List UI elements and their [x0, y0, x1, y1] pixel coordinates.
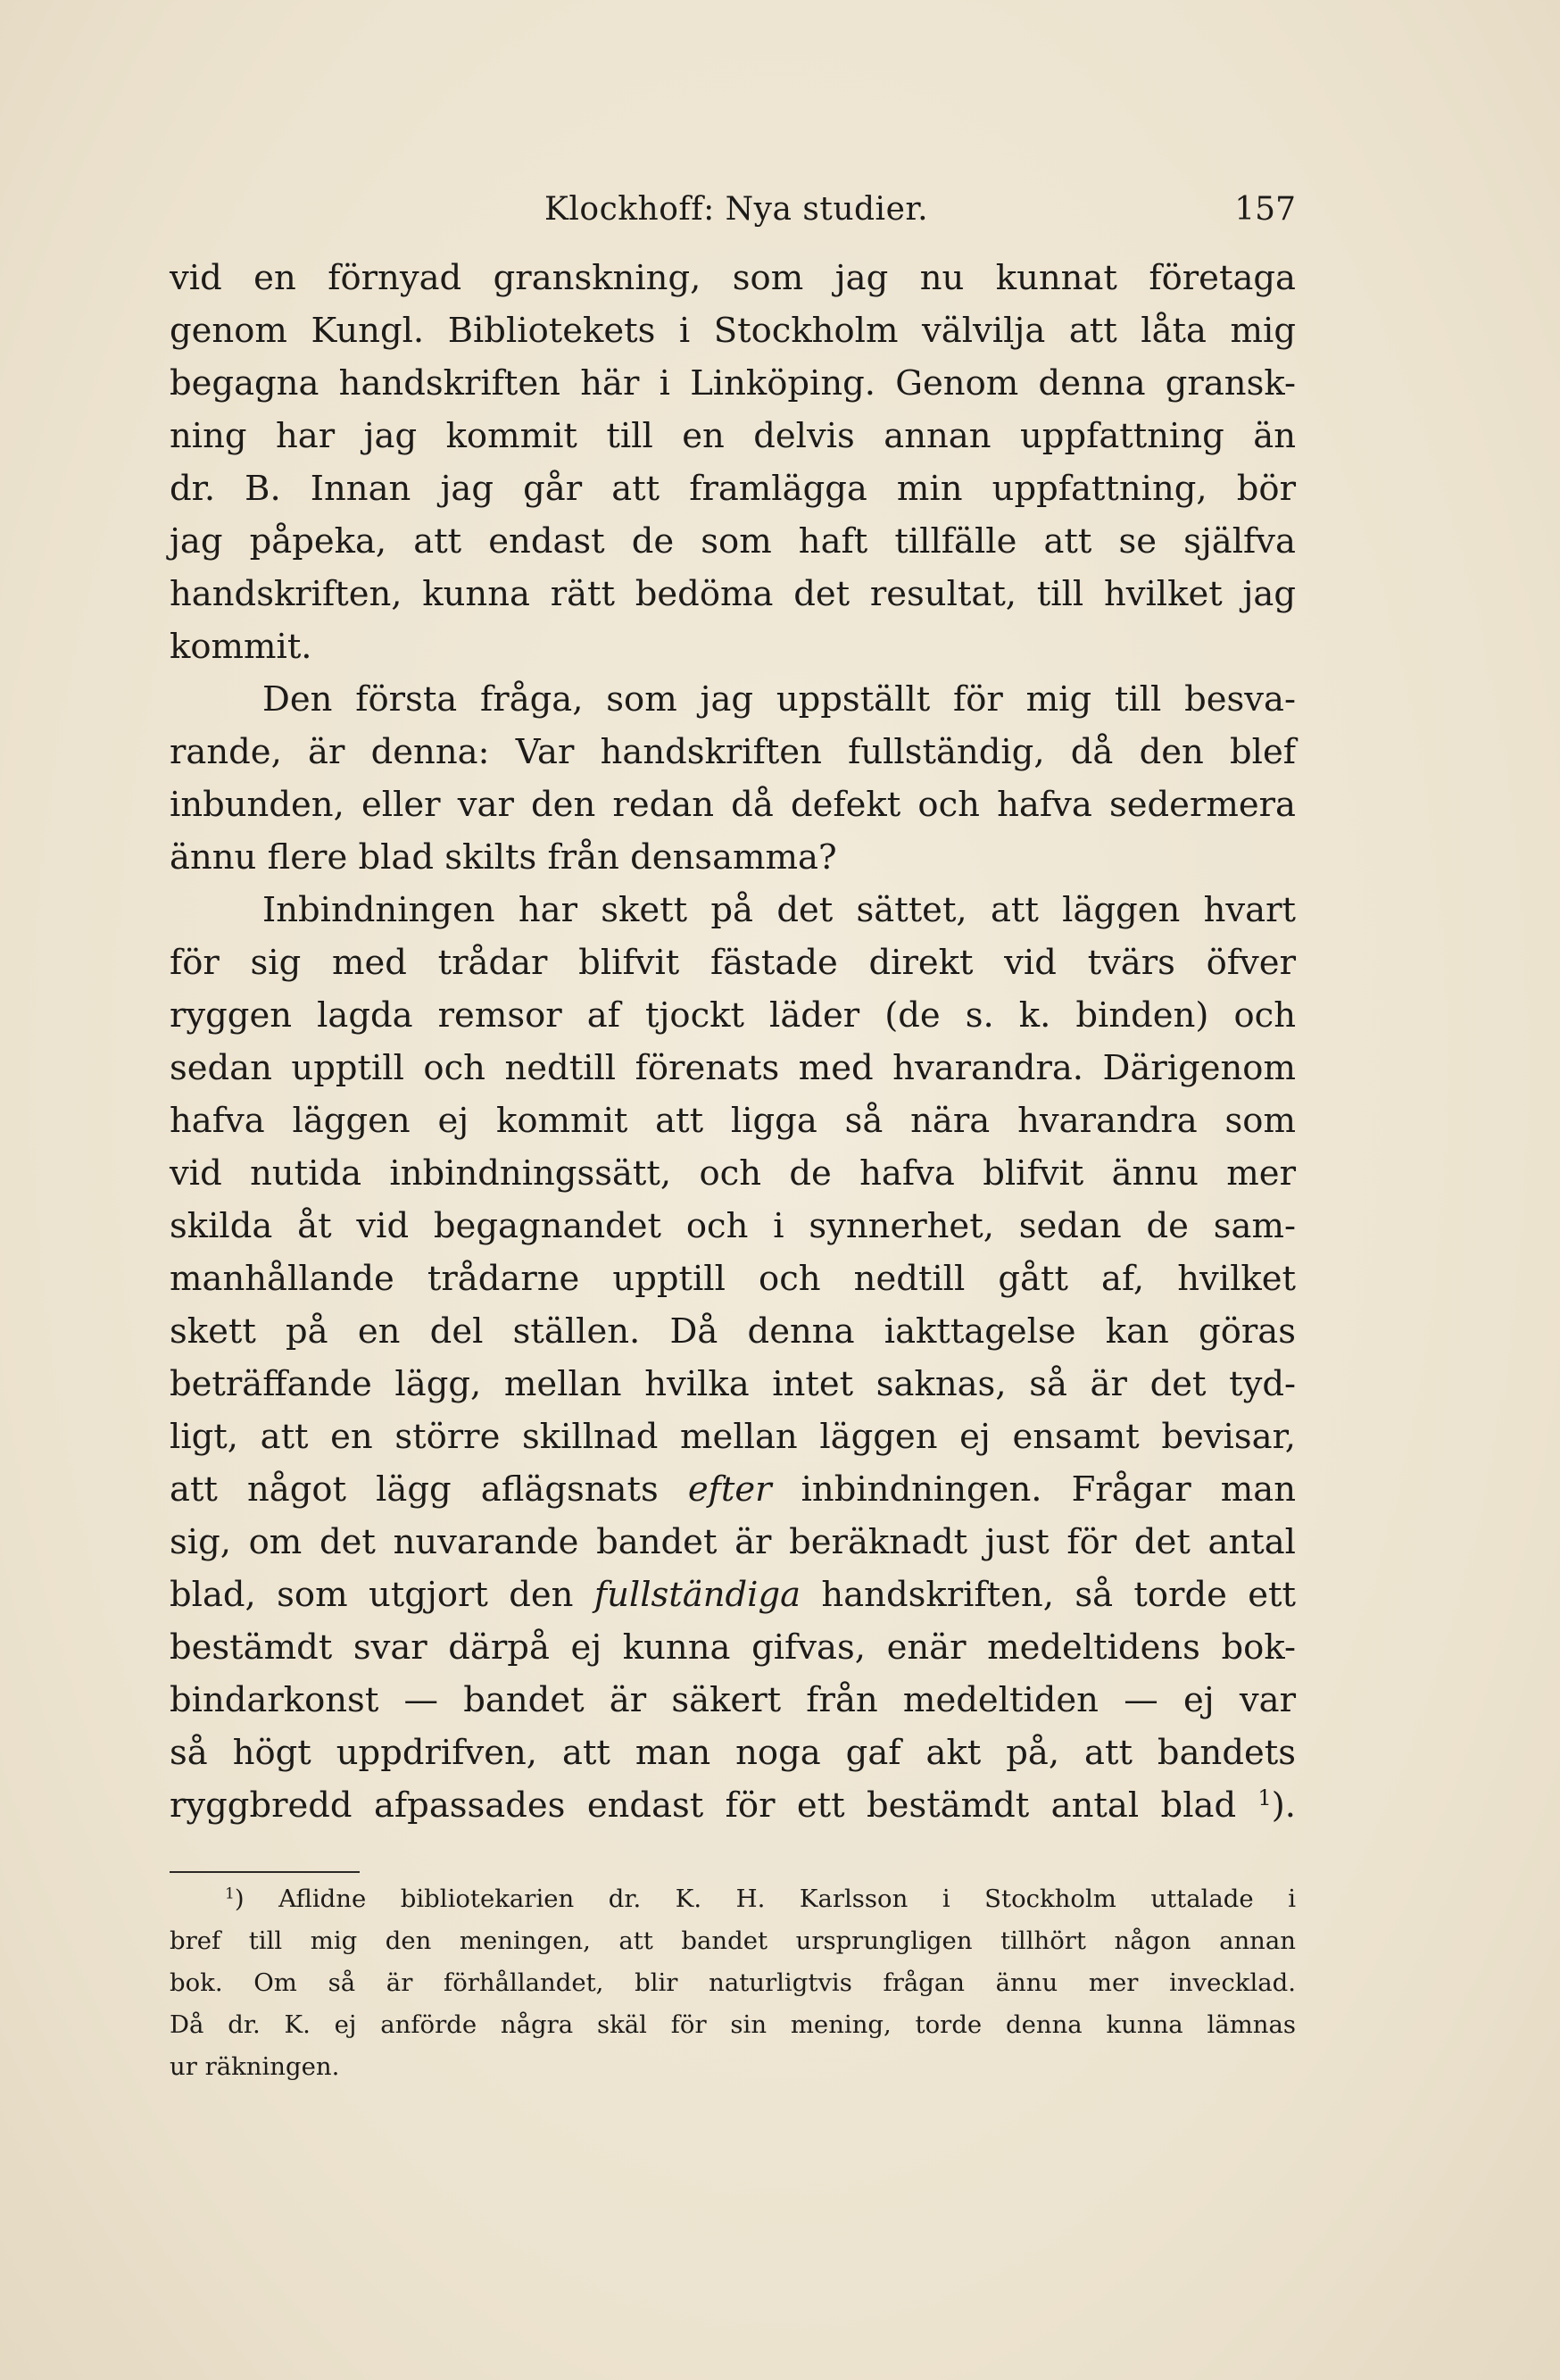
text-run: handskriften, så torde ett	[801, 1575, 1296, 1615]
text-line	[170, 1463, 1296, 1516]
text-line: vid nutida inbindningssätt, och de hafva blifvit ännu mer	[170, 1153, 1296, 1194]
text-line	[170, 1779, 1296, 1832]
text-line: skett på en del ställen. Då denna iakttagelse kan göras	[170, 1311, 1296, 1352]
text-line: bestämdt svar därpå ej kunna gifvas, enär medeltidens bok-	[170, 1627, 1296, 1668]
text-line: så högt uppdrifven, att man noga gaf akt på, att bandets	[170, 1733, 1296, 1773]
footnote-line: Då dr. K. ej anförde några skäl för sin mening, torde denna kunna lämnas	[170, 2010, 1296, 2039]
footnote-marker: 1	[225, 1885, 235, 1903]
page-number: 157	[1234, 191, 1296, 228]
text-line: ligt, att en större skillnad mellan läggen ej ensamt bevisar,	[170, 1417, 1296, 1457]
footnote-line	[170, 1878, 1296, 1920]
text-line: sedan upptill och nedtill förenats med hvarandra. Därigenom	[170, 1048, 1296, 1088]
italic-word: fullständiga	[593, 1575, 801, 1615]
text-line: vid en förnyad granskning, som jag nu kunnat företaga	[170, 258, 1296, 298]
text-run: blad, som utgjort den	[170, 1575, 594, 1615]
footnote	[170, 1878, 1296, 2088]
text-line: manhållande trådarne upptill och nedtill gått af, hvilket	[170, 1259, 1296, 1299]
text-line: dr. B. Innan jag går att framlägga min uppfattning, bör	[170, 469, 1296, 509]
footnote-line: ur räkningen.	[170, 2052, 340, 2081]
footnote-line: bref till mig den meningen, att bandet ursprungligen tillhört någon annan	[170, 1926, 1296, 1955]
text-line: Inbindningen har skett på det sättet, att läggen hvart	[262, 890, 1296, 930]
text-line: hafva läggen ej kommit att ligga så nära hvarandra som	[170, 1101, 1296, 1141]
text-run: att något lägg aflägsnats	[170, 1469, 688, 1510]
text-line: beträffande lägg, mellan hvilka intet saknas, så är det tyd-	[170, 1364, 1296, 1404]
text-line: rande, är denna: Var handskriften fullständig, då den blef	[170, 732, 1296, 772]
footnote-line: bok. Om så är förhållandet, blir naturligtvis frågan ännu mer invecklad.	[170, 1968, 1296, 1997]
footnote-divider	[170, 1871, 360, 1873]
text-line: ryggen lagda remsor af tjockt läder (de s. k. binden) och	[170, 995, 1296, 1036]
text-run: ryggbredd afpassades endast för ett bestämdt antal blad	[170, 1785, 1237, 1826]
text-line: begagna handskriften här i Linköping. Genom denna gransk-	[170, 363, 1296, 404]
running-header	[170, 183, 1296, 237]
footnote-text: ) Aflidne bibliotekarien dr. K. H. Karlsson i Stockholm uttalade i	[234, 1885, 1296, 1913]
italic-word: efter	[687, 1469, 772, 1510]
text-line	[170, 1569, 1296, 1621]
text-line: handskriften, kunna rätt bedöma det resultat, till hvilket jag	[170, 574, 1296, 614]
text-line: sig, om det nuvarande bandet är beräknadt just för det antal	[170, 1522, 1296, 1562]
text-line: skilda åt vid begagnandet och i synnerhet, sedan de sam-	[170, 1206, 1296, 1246]
text-line: kommit.	[170, 627, 312, 667]
footnote-reference: 1	[1257, 1785, 1272, 1810]
text-line: för sig med trådar blifvit fästade direkt vid tvärs öfver	[170, 943, 1296, 983]
text-line: ännu flere blad skilts från densamma?	[170, 837, 837, 878]
text-line: ning har jag kommit till en delvis annan uppfattning än	[170, 416, 1296, 456]
text-line: bindarkonst — bandet är säkert från medeltiden — ej var	[170, 1680, 1296, 1720]
text-run: inbindningen. Frågar man	[771, 1469, 1297, 1510]
text-line: jag påpeka, att endast de som haft tillfälle att se själfva	[170, 521, 1296, 562]
text-run: ).	[1271, 1785, 1296, 1826]
text-line: genom Kungl. Bibliotekets i Stockholm välvilja att låta mig	[170, 311, 1296, 351]
running-title: Klockhoff: Nya studier.	[544, 191, 929, 228]
text-line: inbunden, eller var den redan då defekt och hafva sedermera	[170, 785, 1296, 825]
text-line: Den första fråga, som jag uppställt för mig till besva-	[262, 679, 1296, 720]
body-text	[170, 252, 1296, 1832]
